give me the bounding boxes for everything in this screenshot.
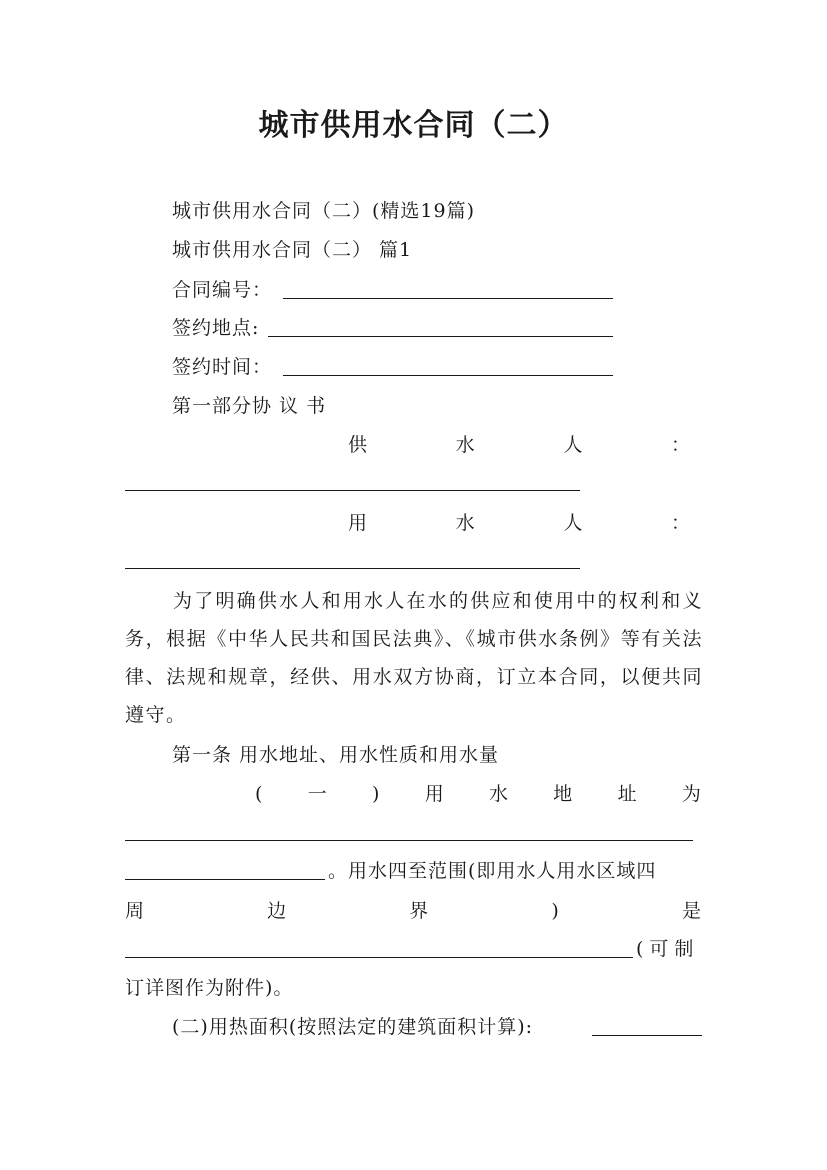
boundary-char: 界	[409, 900, 429, 922]
section-heading: 城市供用水合同（二） 篇1	[172, 239, 413, 261]
supplier-label-char: ：	[670, 434, 690, 456]
boundary-tail: (可制	[636, 938, 700, 960]
contract-no-label: 合同编号：	[172, 279, 273, 301]
user-label-char: 人	[563, 512, 583, 534]
document-subtitle: 城市供用水合同（二）(精选19篇)	[172, 200, 476, 222]
sign-place-blank	[268, 336, 613, 337]
supplier-label-char: 供	[348, 434, 368, 456]
clause-two-label: (二)用热面积(按照法定的建筑面积计算):	[172, 1016, 534, 1038]
clause-one-char: (	[255, 783, 263, 805]
intro-paragraph: 为了明确供水人和用水人在水的供应和使用中的权利和义务，根据《中华人民共和国民法典》、《城市供水条例》等有关法律、法规和规章，经供、用水双方协商，订立本合同，以便共同遵守。	[125, 590, 703, 726]
supplier-label-char: 水	[455, 434, 475, 456]
supplier-blank	[125, 490, 580, 491]
address-blank-1	[125, 840, 693, 841]
user-label	[348, 511, 690, 535]
clause-one-char: )	[372, 783, 380, 805]
boundary-char: 边	[267, 900, 287, 922]
address-blank-2	[125, 879, 325, 880]
boundary-end: 订详图作为附件)。	[125, 977, 294, 999]
clause-one-char: 一	[307, 783, 327, 805]
supplier-label-char: 人	[563, 434, 583, 456]
clause-one-label	[255, 782, 701, 806]
clause-one-char: 址	[617, 783, 637, 805]
sign-time-blank	[283, 375, 613, 376]
clause-one-char: 水	[489, 783, 509, 805]
boundary-blank	[125, 957, 633, 958]
contract-no-blank	[283, 298, 613, 299]
boundary-char: 周	[125, 900, 145, 922]
heating-area-blank	[592, 1035, 702, 1036]
user-label-char: ：	[670, 512, 690, 534]
user-blank	[125, 568, 580, 569]
clause-one-tail: 。用水四至范围(即用水人用水区域四	[328, 860, 657, 882]
clause-one-char: 地	[553, 783, 573, 805]
supplier-label	[348, 433, 690, 457]
user-label-char: 水	[455, 512, 475, 534]
boundary-char: 是	[681, 900, 701, 922]
part-one-heading: 第一部分协 议 书	[172, 395, 327, 417]
clause-one-char: 为	[681, 783, 701, 805]
article-one-heading: 第一条 用水地址、用水性质和用水量	[172, 744, 500, 766]
boundary-char: )	[551, 900, 559, 922]
clause-one-char: 用	[424, 783, 444, 805]
user-label-char: 用	[348, 512, 368, 534]
sign-place-label: 签约地点:	[172, 317, 260, 339]
document-title: 城市供用水合同（二）	[258, 108, 569, 143]
boundary-label	[125, 899, 701, 923]
sign-time-label: 签约时间：	[172, 356, 273, 378]
